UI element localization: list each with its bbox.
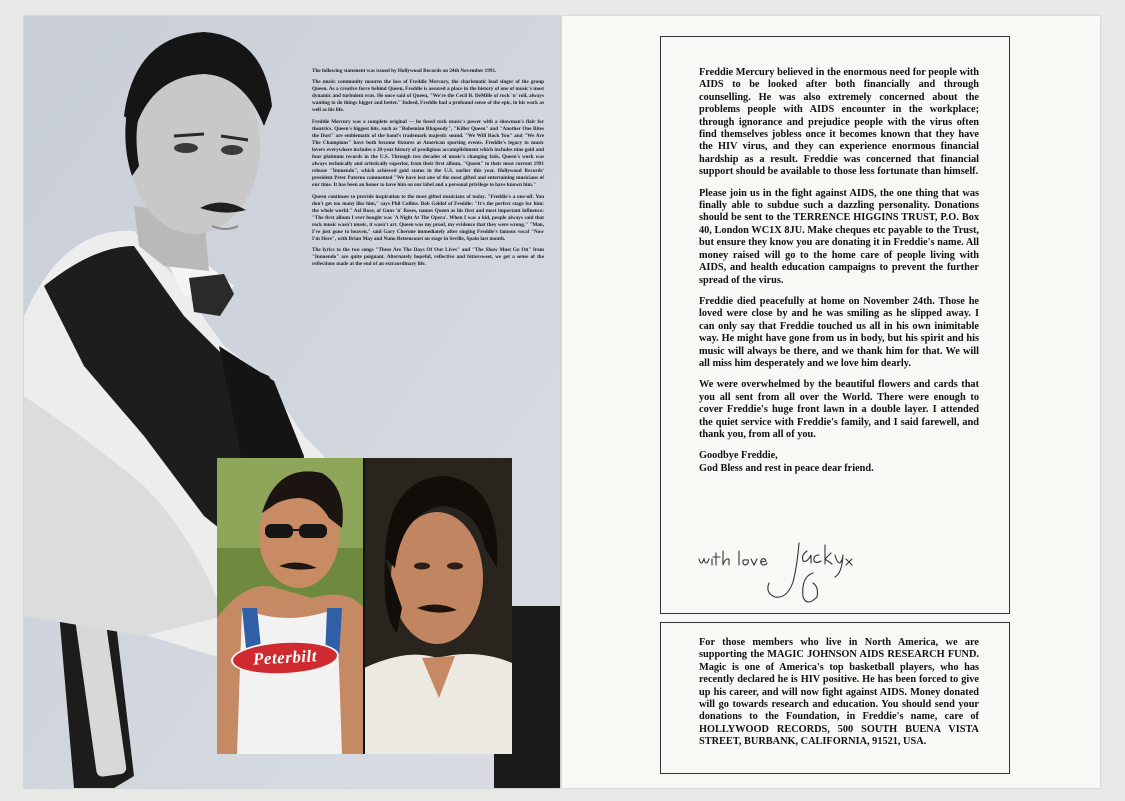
statement-paragraph: The following statement was issued by Hollywood Records on 24th November 1991. (312, 68, 497, 74)
letter-paragraph: Please join us in the fight against AIDS, the one thing that was finally able to subdue such a dazzling personality. Donations should be sent to the TERRENCE HIGGINS TRUST, P.O. Box 40, London WC1X 8JU. Make cheques etc payable to the Trust, but ensure they know you are donating it in Freddie's name. All money raised will go to the home care of people living with AIDS, and health education campaigns to prevent the further spread of the virus. (699, 187, 979, 286)
statement-paragraph: Queen continues to provide inspiration to the most gifted musicians of today. "Freddie's a one-off. You don't get too many like him," says Phil Collins. Bob Geldof of Freddie: "It's the perfect stage for him: the whole world." Axl Rose, of Guns 'n' Roses, names Queen as his first and most important influence: "The first album I ever bought was 'A Night At The Opera'. When I was a kid, people always said that rock music wasn't music, it wasn't art. Queen was my proof, my evidence that they were wrong." "Man, I've just gone to heaven," said Gary Cherone immediately after singing Freddie's famous vocal "Now I'm Here", with Brian May and Nuno Bettencourt on stage in Seville, Spain last month. (312, 193, 544, 243)
closing-line: Goodbye Freddie, (699, 450, 778, 462)
letter-frame (660, 36, 1010, 614)
closing-line: God Bless and rest in peace dear friend. (699, 462, 874, 474)
statement-paragraph: The lyrics to the two songs "These Are The Days Of Our Lives" and "The Show Must Go On" from "Innuendo" are quite poignant. Alternately hopeful, reflective and bittersweet, we get a sense of the reflections made at the end of an extraordinary life. (312, 247, 544, 268)
right-page (562, 16, 1100, 788)
statement-paragraph: The music community mourns the loss of Freddie Mercury, the charismatic lead singer of the group Queen. As a creative force behind Queen, Freddie is assured a place in the history of one of music's most dynamic and turbulent eras. He once said of Queen, "We're the Cecil B. DeMille of rock 'n' roll, always wanting to do things bigger and better." Indeed, Freddie had a profound sense of the epic, in his work as well as his life. (312, 79, 544, 114)
letter-paragraph: Freddie died peacefully at home on November 24th. Those he loved were close by and he was smiling as he slipped away. I can only say that Freddie touched us all in his own inimitable way. He might have gone from us in body, but his spirit and his music will always be there, and we thank him for that. We will all miss him desperately and we love him dearly. (699, 295, 979, 369)
letter-body (699, 67, 979, 475)
handwritten-signature (695, 537, 855, 607)
shirt-logo: Peterbilt (230, 638, 340, 678)
letter-paragraph: Freddie Mercury believed in the enormous need for people with AIDS to be looked after both financially and through counselling. He was also extremely concerned about the problems people with AIDS encounter in the workplace; through ignorance and prejudice people with the virus often find themselves jobless once it becomes known that they have the HIV virus, and they can experience enormous financial hardship as a result. Freddie was concerned that financial support should be available to those less fortunate than himself. (699, 67, 979, 178)
north-america-notice (660, 622, 1010, 774)
notice-text: For those members who live in North America, we are supporting the MAGIC JOHNSON AIDS RESEARCH FUND. Magic is one of America's top basketball players, who has recently declared he is HIV positive. He has been forced to give up his career, and will now fight against AIDS. Money donated will go towards research and education. You should send your donations to the Foundation, in Freddie's name, care of HOLLYWOOD RECORDS, 500 SOUTH BUENA VISTA STREET, BURBANK, CALIFORNIA, 91521, USA. (699, 637, 979, 748)
left-page (24, 16, 560, 788)
letter-paragraph: We were overwhelmed by the beautiful flowers and cards that you all sent from all over the World. There were enough to cover Freddie's huge front lawn in a double layer. I attended the quiet service with Freddie's family, and I said farewell, and thank you, from all of you. (699, 379, 979, 440)
statement-paragraph: Freddie Mercury was a complete original — he fused rock music's power with a showman's flair for theatrics. Queen's biggest hits, such as "Bohemian Rhapsody", "Killer Queen" and "Another One Bites the Dust" are emblematic of the band's trademark majestic sound. "We Will Rock You" and "We Are The Champions" have both become fixtures at American sporting events. Freddie's legacy to music lovers everywhere includes a 20-year history of prodigious accomplishment which includes nine gold and four platinum records in the U.S. Through two decades of music's changing fads, Queen's work was always technically and artistically superior, from their first album, "Queen" to their most current 1991 release "Innuendo", which achieved gold status in the U.S. earlier this year. Hollywood Records' president Peter Paterno commented "We have lost one of the most gifted and entertaining musicians of our time. It has been an honor to have him on our label and a personal privilege to have known him." (312, 118, 544, 189)
inset-photo-collage (217, 458, 512, 754)
record-label-statement (312, 68, 544, 272)
